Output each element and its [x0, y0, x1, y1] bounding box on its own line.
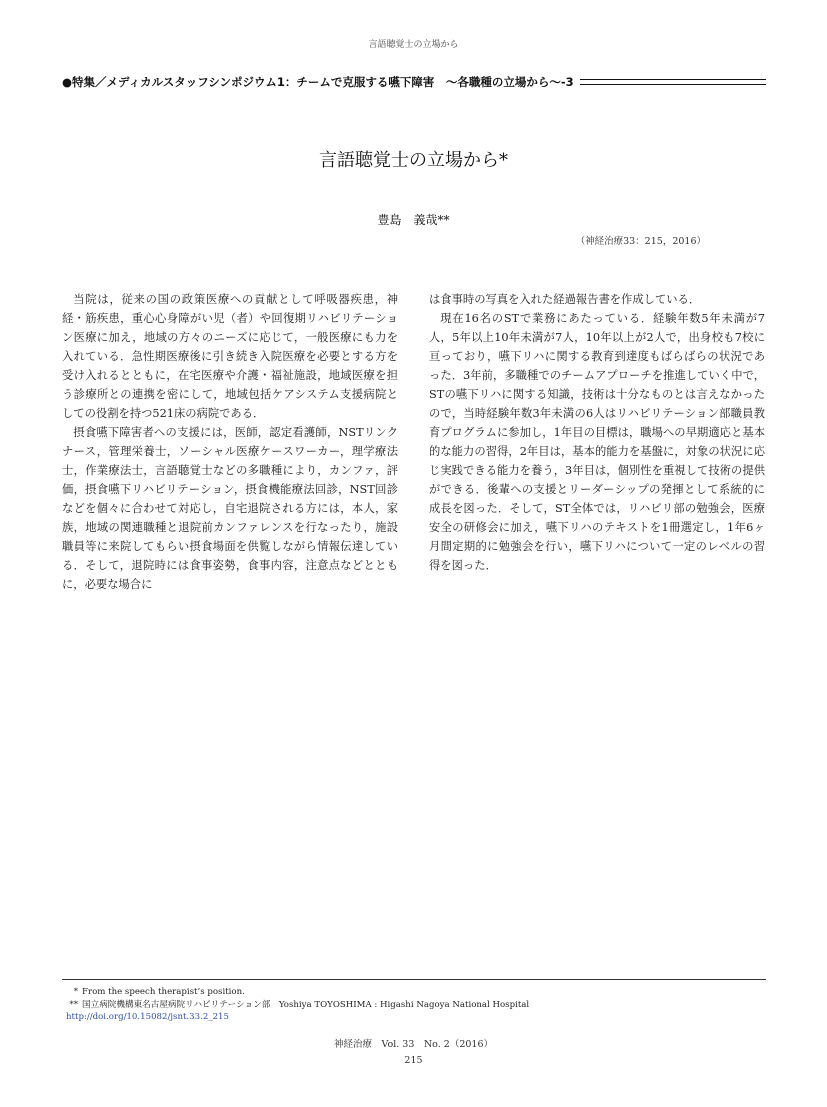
author-name: 豊島 義哉** — [377, 213, 450, 227]
series-banner — [62, 74, 766, 90]
page-number: 215 — [404, 1055, 423, 1066]
footnote-mark: ** — [69, 999, 78, 1010]
doi-row — [62, 1011, 766, 1024]
footnote-mark: * — [73, 987, 78, 997]
citation: （神経治療33：215，2016） — [575, 236, 706, 247]
footnote-1 — [62, 986, 766, 999]
doi-link[interactable]: http://doi.org/10.15082/jsnt.33.2_215 — [66, 1012, 229, 1022]
journal-info: 神経治療 Vol. 33 No. 2（2016） — [334, 1039, 493, 1050]
footnote-text: From the speech therapist’s position. — [82, 987, 245, 997]
double-rule — [580, 79, 766, 85]
paragraph: 現在16名のSTで業務にあたっている．経験年数5年未満が7人，5年以上10年未満が7人，10年以上が2人で，出身校も7校に亘っており，嚥下リハに関する教育到達度もばらばらの状況であった．3年前，多職種でのチームアプローチを推進していく中で，STの嚥下リハに関する知識，技術は十分なものとは言えなかったので，当時経験年数3年未満の6人はリハビリテーション部職員教育プログラムに参加し，1年目の目標は，職場への早期適応と基本的な能力の習得，2年目は，基本的能力を基盤に，対象の状況に応じ実践できる能力を養う，3年目は，個別性を重視して技術の提供ができる．後輩への支援とリーダーシップの発揮として系統的に成長を図った．そして，ST全体では，リハビリ部の勉強会，医療安全の研修会に加え，嚥下リハのテキストを1冊選定し，1年6ヶ月間定期的に勉強会を行い，嚥下リハについて一定のレベルの習得を図った． — [429, 312, 765, 572]
running-head: 言語聴覚士の立場から — [368, 40, 459, 50]
series-title: ●特集／メディカルスタッフシンポジウム1：チームで克服する嚥下障害 ～各職種の立場から～-3 — [62, 75, 574, 89]
paragraph: 当院は，従来の国の政策医療への貢献として呼吸器疾患，神経・筋疾患，重心心身障がい児（者）や回復期リハビリテーション医療に加え，地域の方々のニーズに応じて，一般医療にも力を入れている．急性期医療後に引き続き入院医療を必要とする方を受け入れるとともに，在宅医療や介護・福祉施設，地域医療を担う診療所との連携を密にして，地域包括ケアシステム支援病院としての役割を持つ521床の病院である． — [62, 293, 398, 420]
footnote-2 — [62, 999, 766, 1012]
footnote-text: 国立病院機構東名古屋病院リハビリテーション部 Yoshiya TOYOSHIMA : Higashi Nagoya National Hospital — [82, 999, 530, 1010]
paragraph-continued: は食事時の写真を入れた経過報告書を作成している． — [429, 293, 701, 306]
paragraph: 摂食嚥下障害者への支援には，医師，認定看護師，NSTリンクナース，管理栄養士，ソーシャル医療ケースワーカー，理学療法士，作業療法士，言語聴覚士などの多職種により，カンファ，評価，摂食嚥下リハビリテーション，摂食機能療法回診，NST回診などを個々に合わせて対応し，自宅退院される方には，本人，家族，地域の関連職種と退院前カンファレンスを行なったり，施設職員等に来院してもらい摂食場面を供覧しながら情報伝達している．そして，退院時には食事姿勢，食事内容，注意点などとともに，必要な場合に — [62, 426, 398, 591]
footnotes — [62, 979, 766, 1024]
article-title: 言語聴覚士の立場から* — [319, 150, 508, 171]
body-column-left — [62, 290, 398, 594]
journal-footer — [0, 1037, 827, 1069]
body-column-right — [429, 290, 765, 575]
